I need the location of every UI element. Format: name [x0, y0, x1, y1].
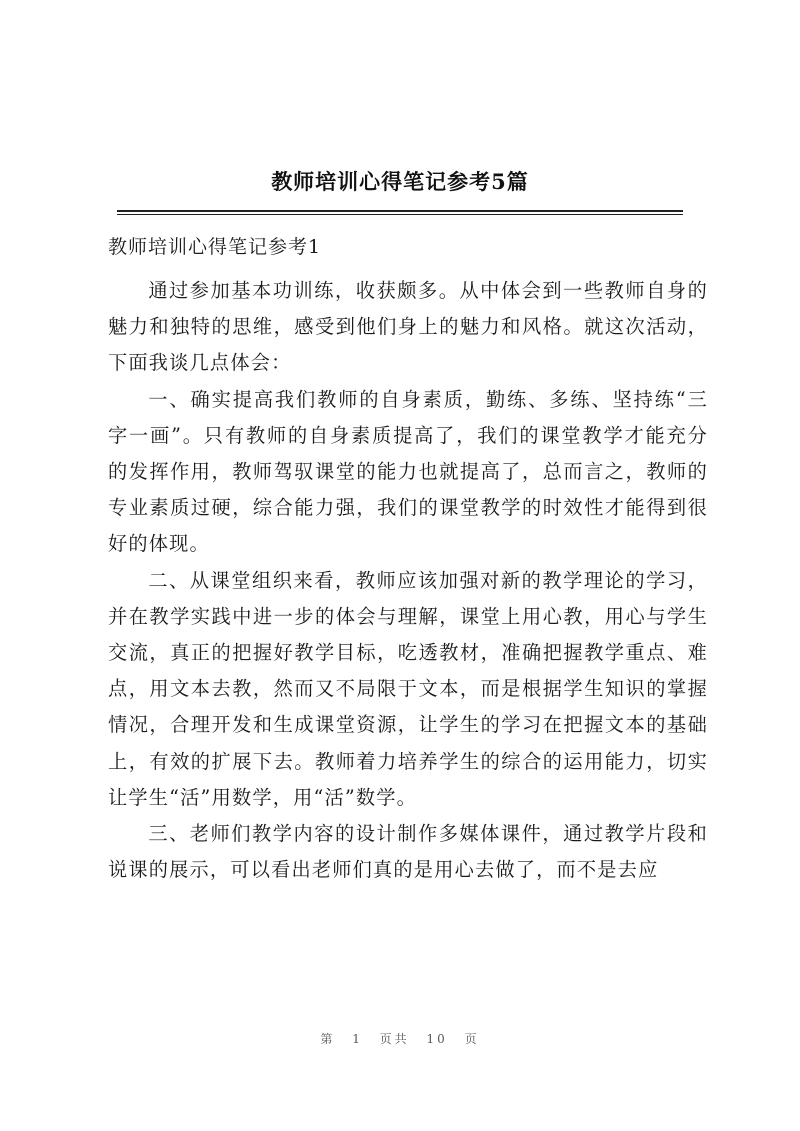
page-footer — [0, 1030, 800, 1047]
footer-total-pages: 10 — [426, 1032, 448, 1046]
paragraph-intro: 通过参加基本功训练，收获颇多。从中体会到一些教师自身的魅力和独特的思维，感受到他们身上的魅力和风格。就这次活动，下面我谈几点体会： — [108, 279, 708, 375]
document-title: 教师培训心得笔记参考5篇 — [271, 169, 529, 194]
paragraph-point-3: 三、老师们教学内容的设计制作多媒体课件，通过教学片段和说课的展示，可以看出老师们真的是用心去做了，而不是去应 — [108, 822, 708, 882]
document-body — [108, 273, 708, 888]
paragraph-point-2: 二、从课堂组织来看，教师应该加强对新的教学理论的学习，并在教学实践中进一步的体会与理解，课堂上用心教，用心与学生交流，真正的把握好教学目标，吃透教材，准确把握教学重点、难点，用文本去教，然而又不局限于文本，而是根据学生知识的掌握情况，合理开发和生成课堂资源，让学生的学习在把握文本的基础上，有效的扩展下去。教师着力培养学生的综合的运用能力，切实让学生“活”用数学，用“活”数学。 — [108, 568, 708, 809]
footer-prefix: 第 — [320, 1032, 336, 1046]
section-heading: 教师培训心得笔记参考1 — [108, 236, 322, 258]
footer-suffix: 页 — [464, 1032, 480, 1046]
paragraph-point-1: 一、确实提高我们教师的自身素质，勤练、多练、坚持练“三字一画”。只有教师的自身素质提高了，我们的课堂教学才能充分的发挥作用，教师驾驭课堂的能力也就提高了，总而言之，教师的专业素质过硬，综合能力强，我们的课堂教学的时效性才能得到很好的体现。 — [108, 387, 708, 556]
footer-middle: 页共 — [379, 1032, 410, 1046]
title-divider-thin — [117, 214, 683, 215]
footer-current-page: 1 — [352, 1032, 363, 1046]
title-divider-thick — [117, 210, 683, 212]
